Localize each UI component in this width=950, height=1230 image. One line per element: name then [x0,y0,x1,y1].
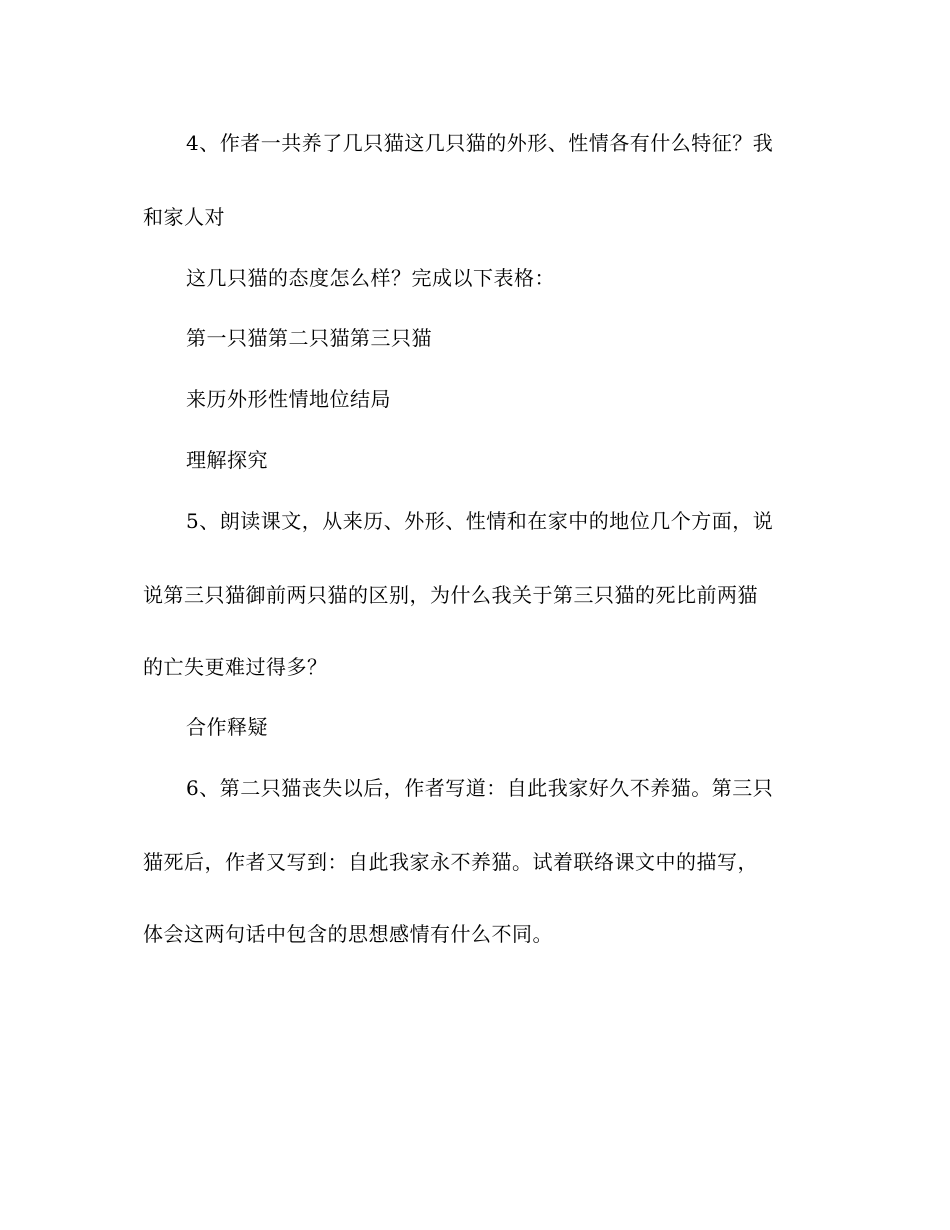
question-5-line-2: 说第三只猫御前两只猫的区别，为什么我关于第三只猫的死比前两猫 [143,583,758,607]
question-5-line-1: 5、朗读课文，从来历、外形、性情和在家中的地位几个方面，说 [186,509,774,533]
question-6-line-3: 体会这两句话中包含的思想感情有什么不同。 [143,922,553,946]
section-heading-cooperation: 合作释疑 [186,715,268,739]
question-4-line-1: 4、作者一共养了几只猫这几只猫的外形、性情各有什么特征？我 [186,131,774,155]
question-4-line-2: 和家人对 [143,205,225,229]
table-row-labels: 来历外形性情地位结局 [186,387,391,411]
question-4-line-3: 这几只猫的态度怎么样？完成以下表格： [186,266,555,290]
section-heading-understanding: 理解探究 [186,448,268,472]
question-5-line-3: 的亡失更难过得多？ [143,655,328,679]
table-header-cats: 第一只猫第二只猫第三只猫 [186,326,432,350]
question-6-line-2: 猫死后，作者又写到：自此我家永不养猫。试着联络课文中的描写， [143,850,758,874]
question-6-line-1: 6、第二只猫丧失以后，作者写道：自此我家好久不养猫。第三只 [186,776,774,800]
